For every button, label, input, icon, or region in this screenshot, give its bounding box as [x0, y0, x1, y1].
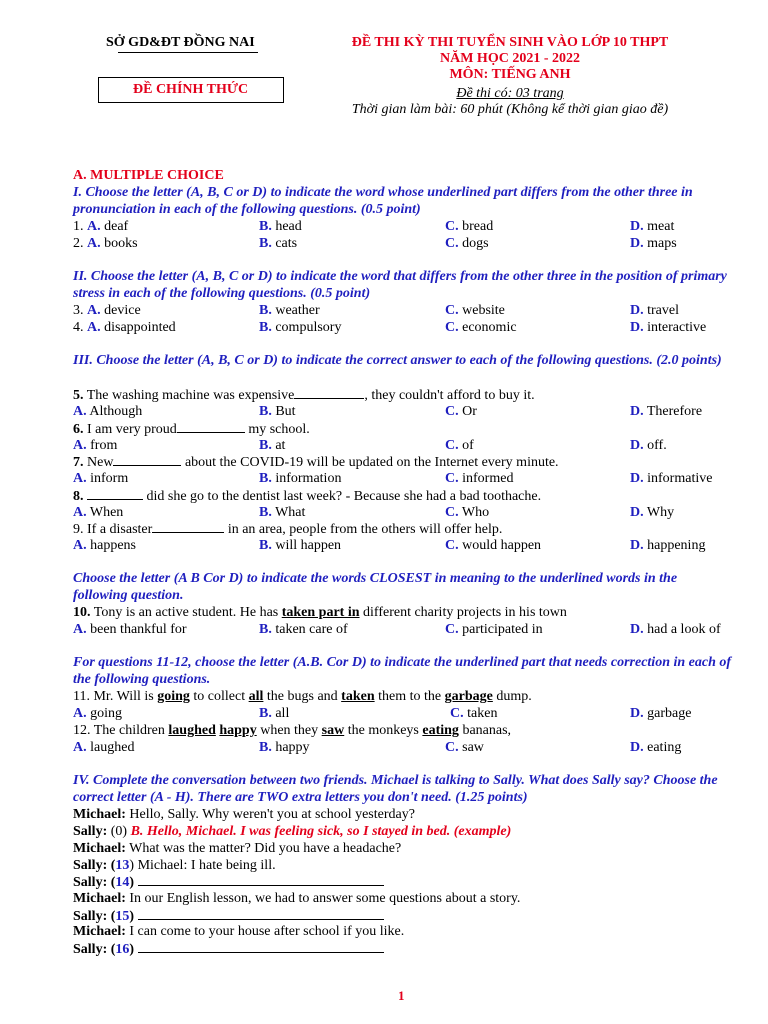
q4-option-c: C. economic: [445, 320, 517, 335]
q11-option-a: A. going: [73, 706, 123, 721]
q1-option-c: C. bread: [445, 219, 494, 234]
official-label-box: [98, 77, 284, 103]
q5-option-a: A. Although: [73, 404, 143, 419]
part4-instruction: IV. Complete the conversation between two friends. Michael is talking to Sally. What does Sally say? Choose the correct letter (A - H). There are TWO extra letters you don't need. (1.25 points): [73, 773, 718, 805]
question-7-stem: 7. New about the COVID-19 will be updated on the Internet every minute.: [73, 455, 559, 470]
q12-option-d: D. eating: [630, 740, 682, 755]
q11-option-c: C. taken: [450, 706, 498, 721]
subject-title: MÔN: TIẾNG ANH: [449, 67, 571, 82]
page-number: 1: [398, 988, 405, 1003]
q5-option-b: B. But: [259, 404, 296, 419]
dialogue-line: Sally: (13) Michael: I hate being ill.: [73, 858, 276, 873]
question-4: 4. A. disappointed: [73, 320, 176, 335]
question-9-stem: 9. If a disaster in an area, people from the others will offer help.: [73, 522, 503, 537]
q12-option-b: B. happy: [259, 740, 310, 755]
q11-option-d: D. garbage: [630, 706, 692, 721]
part2-instruction: II. Choose the letter (A, B, C or D) to indicate the word that differs from the other three in the position of primary stress in each of the following questions. (0.5 point): [73, 269, 727, 301]
question-5-stem: 5. The washing machine was expensive , they couldn't afford to buy it.: [73, 388, 535, 403]
question-12-stem: 12. The children laughed happy when they saw the monkeys eating bananas,: [73, 723, 512, 738]
dialogue-line: Michael: Hello, Sally. Why weren't you at school yesterday?: [73, 807, 415, 822]
q8-option-d: D. Why: [630, 505, 675, 520]
q9-option-a: A. happens: [73, 538, 137, 553]
dialogue-line-blank: Sally: (15): [73, 907, 384, 925]
dialogue-line: Michael: What was the matter? Did you have a headache?: [73, 841, 402, 856]
q1-option-b: B. head: [259, 219, 302, 234]
school-year: NĂM HỌC 2021 - 2022: [440, 51, 580, 66]
q3-option-d: D. travel: [630, 303, 679, 318]
q6-option-d: D. off.: [630, 438, 667, 453]
exam-title: ĐỀ THI KỲ THI TUYỂN SINH VÀO LỚP 10 THPT: [351, 35, 669, 50]
q8-option-a: A. When: [73, 505, 124, 520]
question-3: 3. A. device: [73, 303, 141, 318]
part3-instruction: III. Choose the letter (A, B, C or D) to indicate the correct answer to each of the following questions. (2.0 points): [73, 353, 722, 368]
q9-option-b: B. will happen: [259, 538, 342, 553]
q4-option-d: D. interactive: [630, 320, 707, 335]
q6-option-c: C. of: [445, 438, 474, 453]
dialogue-line-example: Sally: (0) B. Hello, Michael. I was feeling sick, so I stayed in bed. (example): [73, 824, 512, 839]
department-underline: [118, 52, 258, 53]
closest-instruction: Choose the letter (A B Cor D) to indicate the words CLOSEST in meaning to the underlined words in the following question.: [73, 571, 678, 603]
q3-option-b: B. weather: [259, 303, 320, 318]
q1-option-d: D. meat: [630, 219, 675, 234]
q11-option-b: B. all: [259, 706, 290, 721]
exam-time: Thời gian làm bài: 60 phút (Không kể thời gian giao đề): [351, 102, 669, 117]
question-11-stem: 11. Mr. Will is going to collect all the bugs and taken them to the garbage dump.: [73, 689, 532, 704]
question-10-stem: 10. Tony is an active student. He has taken part in different charity projects in his town: [73, 605, 567, 620]
dialogue-line-blank: Sally: (16): [73, 940, 384, 958]
q7-option-b: B. information: [259, 471, 342, 486]
department-name: SỞ GD&ĐT ĐỒNG NAI: [106, 35, 255, 50]
q6-option-a: A. from: [73, 438, 118, 453]
page-count: Đề thi có: 03 trang: [456, 86, 564, 101]
q2-option-b: B. cats: [259, 236, 298, 251]
question-6-stem: 6. I am very proud my school.: [73, 422, 310, 437]
q7-option-c: C. informed: [445, 471, 514, 486]
question-1: 1. A. deaf: [73, 219, 129, 234]
q4-option-b: B. compulsory: [259, 320, 342, 335]
q6-option-b: B. at: [259, 438, 286, 453]
q8-option-b: B. What: [259, 505, 306, 520]
q10-option-a: A. been thankful for: [73, 622, 187, 637]
question-2: 2. A. books: [73, 236, 138, 251]
q3-option-c: C. website: [445, 303, 505, 318]
q9-option-c: C. would happen: [445, 538, 542, 553]
q10-option-b: B. taken care of: [259, 622, 348, 637]
q12-option-c: C. saw: [445, 740, 484, 755]
q10-option-d: D. had a look of: [630, 622, 721, 637]
official-label: ĐỀ CHÍNH THỨC: [133, 82, 249, 97]
part1-instruction: I. Choose the letter (A, B, C or D) to indicate the word whose underlined part differs from the other three in pronunciation in each of the following questions. (0.5 point): [73, 185, 693, 217]
correction-instruction: For questions 11-12, choose the letter (A.B. Cor D) to indicate the underlined part that needs correction in each of the following questions.: [73, 655, 732, 687]
dialogue-line: Michael: In our English lesson, we had to answer some questions about a story.: [73, 891, 521, 906]
q5-option-c: C. Or: [445, 404, 477, 419]
q5-option-d: D. Therefore: [630, 404, 703, 419]
q2-option-d: D. maps: [630, 236, 677, 251]
q12-option-a: A. laughed: [73, 740, 135, 755]
dialogue-line-blank: Sally: (14): [73, 873, 384, 891]
q8-option-c: C. Who: [445, 505, 490, 520]
q7-option-d: D. informative: [630, 471, 713, 486]
q9-option-d: D. happening: [630, 538, 706, 553]
q7-option-a: A. inform: [73, 471, 129, 486]
q10-option-c: C. participated in: [445, 622, 543, 637]
question-8-stem: 8. did she go to the dentist last week? - Because she had a bad toothache.: [73, 489, 542, 504]
dialogue-line: Michael: I can come to your house after school if you like.: [73, 924, 405, 939]
q2-option-c: C. dogs: [445, 236, 489, 251]
section-title: A. MULTIPLE CHOICE: [73, 168, 224, 183]
